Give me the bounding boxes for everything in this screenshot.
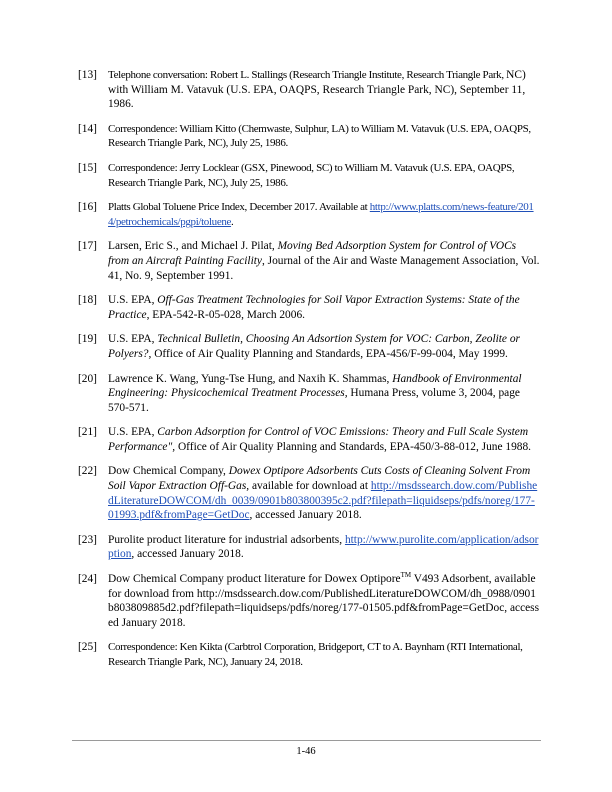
reference-segment: U.S. EPA, <box>108 294 158 307</box>
reference-number: [16] <box>78 201 97 214</box>
reference-text <box>108 332 540 361</box>
reference-segment: Lawrence K. Wang, Yung-Tse Hung, and Naxih K. Shammas, <box>108 372 393 385</box>
reference-number: [19] <box>78 333 97 346</box>
reference-segment: Telephone conversation: Robert L. Stallings (Research Triangle Institute, Research Triangle Park, <box>108 69 507 81</box>
reference-segment: U.S. EPA, <box>108 426 158 439</box>
reference-item <box>78 425 540 454</box>
reference-text <box>108 239 540 283</box>
reference-segment: Office of Air Quality Planning and Standards, EPA-450/3-88-012, June 1988. <box>175 440 532 453</box>
reference-text <box>108 293 540 322</box>
reference-title: Technical Bulletin, Choosing An Adsortion System for VOC: Carbon, Zeolite or Polyers?, <box>108 333 520 360</box>
reference-segment: NC) with William M. Vatavuk (U.S. EPA, OAQPS, Research Triangle Park, NC), September 11, 1986. <box>108 69 526 111</box>
reference-number: [23] <box>78 533 97 546</box>
reference-text <box>108 122 540 151</box>
reference-segment: Larsen, Eric S., and Michael J. Pilat, <box>108 240 278 253</box>
reference-number: [17] <box>78 240 97 253</box>
reference-item <box>78 572 540 630</box>
reference-segment: Platts Global Toluene Price Index, December 2017. Available at <box>108 201 370 214</box>
reference-text <box>108 161 540 190</box>
trademark-superscript: TM <box>400 571 412 580</box>
reference-title: Off-Gas Treatment Technologies for Soil Vapor Extraction Systems: State of the Practice <box>108 294 520 321</box>
reference-segment: , accessed January 2018. <box>249 509 362 522</box>
reference-item <box>78 68 540 112</box>
reference-segment: Correspondence: William Kitto (Chemwaste, Sulphur, LA) to William M. Vatavuk (U.S. EPA, OAQPS, Research Triangle Park, NC), July 25, 1986. <box>108 122 531 150</box>
reference-number: [20] <box>78 372 97 385</box>
page-number: 1-46 <box>296 746 316 757</box>
reference-item <box>78 293 540 322</box>
reference-segment: Correspondence: Ken Kikta (Carbtrol Corporation, Bridgeport, CT to A. Baynham (RTI International, Research Triangle Park, NC), January 24, 2018. <box>108 641 523 668</box>
reference-item <box>78 533 540 562</box>
reference-text <box>108 572 540 630</box>
reference-item <box>78 464 540 522</box>
reference-link[interactable]: http://msdssearch.dow.com/PublishedLiteratureDOWCOM/dh_0039/0901b803800395c2.pdf?filepath=liquidseps/pdfs/noreg/177-01993.pdf&fromPage=GetDoc <box>108 480 538 522</box>
reference-item <box>78 332 540 361</box>
reference-text <box>108 425 540 454</box>
reference-number: [15] <box>78 161 97 174</box>
reference-title: Handbook of Environmental Engineering: Physicochemical Treatment Processes, <box>108 372 522 400</box>
reference-number: [13] <box>78 69 97 81</box>
reference-item <box>78 122 540 151</box>
reference-segment: Dow Chemical Company, <box>108 465 229 478</box>
reference-segment: , accessed January 2018. <box>131 548 244 561</box>
reference-number: [22] <box>78 465 97 478</box>
reference-title: Dowex Optipore Adsorbents Cuts Costs of Cleaning Solvent From Soil Vapor Extraction Off-Gas, <box>108 465 531 493</box>
reference-segment: Correspondence: Jerry Locklear (GSX, Pinewood, SC) to William M. Vatavuk (U.S. EPA, OAQPS, Research Triangle Park, NC), July 25, 1986. <box>108 161 515 189</box>
reference-segment: U.S. EPA, <box>108 333 158 346</box>
reference-segment: V493 Adsorbent, available for download from http://msdssearch.dow.com/PublishedLiteratureDOWCOM/dh_0988/0901b803809885d2.pdf?filepath=liquidseps/pdfs/noreg/177-01505.pdf&fromPage=GetDoc, accessed January 2018. <box>108 573 540 629</box>
reference-segment: Purolite product literature for industrial adsorbents, <box>108 533 345 546</box>
reference-item <box>78 200 540 229</box>
footer-divider <box>72 740 541 741</box>
reference-title: Carbon Adsorption for Control of VOC Emissions: Theory and Full Scale System Performance", <box>108 426 529 453</box>
reference-segment: , EPA-542-R-05-028, March 2006. <box>146 308 305 321</box>
reference-text <box>108 533 540 562</box>
reference-link[interactable]: http://www.platts.com/news-feature/2014/petrochemicals/pgpi/toluene <box>108 201 534 228</box>
reference-text <box>108 68 540 112</box>
reference-text <box>108 640 540 669</box>
reference-item <box>78 161 540 190</box>
reference-item <box>78 239 540 283</box>
reference-item <box>78 372 540 416</box>
reference-number: [21] <box>78 426 97 439</box>
reference-segment: Office of Air Quality Planning and Standards, EPA-456/F-99-004, May 1999. <box>151 347 508 360</box>
reference-number: [24] <box>78 573 97 586</box>
reference-text <box>108 200 540 229</box>
reference-segment: Humana Press, volume 3, 2004, page 570-571. <box>108 387 520 414</box>
reference-number: [25] <box>78 641 97 654</box>
reference-title: Moving Bed Adsorption System for Control of VOCs from an Aircraft Painting Facility <box>108 240 517 267</box>
reference-text <box>108 464 540 522</box>
reference-segment: . <box>231 215 234 228</box>
reference-text <box>108 372 540 416</box>
reference-link[interactable]: http://www.purolite.com/application/adsorption <box>108 533 539 561</box>
reference-segment: , Journal of the Air and Waste Management Association, Vol. 41, No. 9, September 1991. <box>108 254 540 282</box>
reference-number: [18] <box>78 294 97 307</box>
reference-segment: Dow Chemical Company product literature for Dowex Optipore <box>108 573 401 586</box>
reference-number: [14] <box>78 122 97 135</box>
reference-list <box>78 68 540 680</box>
reference-segment: available for download at <box>249 480 371 493</box>
reference-item <box>78 640 540 669</box>
